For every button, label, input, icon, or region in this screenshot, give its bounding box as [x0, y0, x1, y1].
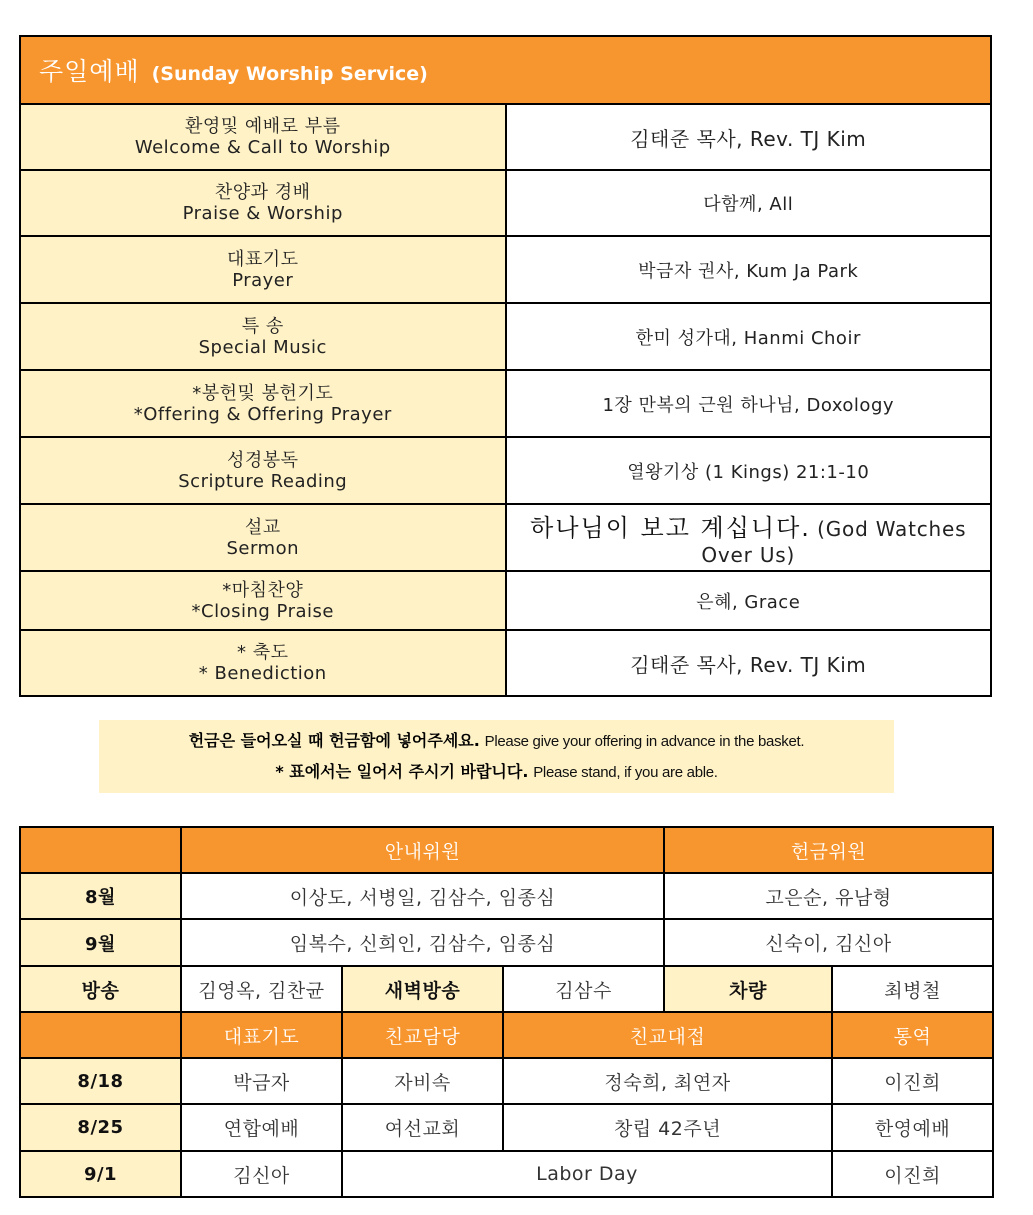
- order-value: 열왕기상 (1 Kings) 21:1-10: [506, 437, 992, 504]
- label-ko: 설교: [244, 516, 281, 538]
- order-label: [20, 236, 506, 303]
- label-en: *Offering & Offering Prayer: [133, 403, 392, 425]
- broadcast-value: 김영옥, 김찬균: [181, 966, 342, 1012]
- sermon-title: [506, 504, 992, 571]
- header-fellowship-lead: 친교담당: [342, 1012, 503, 1058]
- notice-line-2-en: Please stand, if you are able.: [533, 764, 718, 781]
- label-en: Praise & Worship: [182, 203, 343, 224]
- month-aug: 8월: [20, 873, 181, 919]
- order-value: 다함께, All: [506, 170, 992, 236]
- car-label: 차량: [664, 966, 832, 1012]
- worship-title-en: (Sunday Worship Service): [151, 63, 428, 85]
- order-label: [20, 571, 506, 630]
- label-en: Prayer: [232, 269, 294, 291]
- aug-ushers: 이상도, 서병일, 김삼수, 임종심: [181, 873, 664, 919]
- label-en: Scripture Reading: [178, 470, 348, 492]
- label-ko: 특 송: [241, 315, 284, 337]
- header-prayer: 대표기도: [181, 1012, 342, 1058]
- label-ko: * 축도: [237, 642, 289, 663]
- week-interpret: 이진희: [832, 1151, 993, 1197]
- sep-offering: 신숙이, 김신아: [664, 919, 993, 966]
- notice-line-1-ko: 헌금은 들어오실 때 헌금함에 넣어주세요.: [188, 731, 480, 750]
- week-host: 정숙희, 최연자: [503, 1058, 832, 1104]
- label-ko: 찬양과 경배: [214, 182, 311, 203]
- order-value: 김태준 목사, Rev. TJ Kim: [506, 104, 992, 170]
- sermon-title-ko: 하나님이 보고 계십니다.: [530, 514, 811, 542]
- order-value: 한미 성가대, Hanmi Choir: [506, 303, 992, 370]
- staff-table: [19, 826, 994, 1198]
- label-ko: *봉헌및 봉헌기도: [192, 382, 334, 404]
- order-value: 김태준 목사, Rev. TJ Kim: [506, 630, 992, 696]
- notice-line-2: [99, 757, 894, 788]
- worship-header: [20, 36, 991, 104]
- dawn-broadcast-label: 새벽방송: [342, 966, 503, 1012]
- week-prayer: 박금자: [181, 1058, 342, 1104]
- label-ko: 성경봉독: [226, 449, 299, 471]
- week-host: 창립 42주년: [503, 1104, 832, 1151]
- order-value: 1장 만복의 근원 하나님, Doxology: [506, 370, 992, 437]
- label-ko: *마침찬양: [222, 579, 304, 601]
- notice-line-2-ko: * 표에서는 일어서 주시기 바랍니다.: [275, 762, 529, 781]
- order-value: 박금자 권사, Kum Ja Park: [506, 236, 992, 303]
- week-labor-day: Labor Day: [342, 1151, 832, 1197]
- order-value: 은혜, Grace: [506, 571, 992, 630]
- label-ko: 대표기도: [226, 248, 299, 270]
- order-label: [20, 370, 506, 437]
- label-en: * Benediction: [198, 663, 327, 684]
- worship-title-ko: 주일예배: [39, 57, 140, 86]
- notice-line-1: [99, 726, 894, 757]
- dawn-broadcast-value: 김삼수: [503, 966, 664, 1012]
- worship-order-table: [19, 35, 992, 697]
- notice-line-1-en: Please give your offering in advance in the basket.: [484, 733, 805, 750]
- broadcast-label: 방송: [20, 966, 181, 1012]
- label-ko: 환영및 예배로 부름: [184, 116, 341, 137]
- header-offering: 헌금위원: [664, 827, 993, 873]
- order-label: [20, 170, 506, 236]
- week-prayer: 연합예배: [181, 1104, 342, 1151]
- order-label: [20, 504, 506, 571]
- sermon-title-en: (God Watches Over Us): [701, 517, 967, 567]
- order-label: [20, 437, 506, 504]
- week-interpret: 이진희: [832, 1058, 993, 1104]
- header-blank: [20, 827, 181, 873]
- header-ushers: 안내위원: [181, 827, 664, 873]
- label-en: Welcome & Call to Worship: [134, 137, 391, 158]
- header-fellowship-host: 친교대접: [503, 1012, 832, 1058]
- order-label: [20, 104, 506, 170]
- label-en: Special Music: [198, 336, 327, 358]
- aug-offering: 고은순, 유남형: [664, 873, 993, 919]
- car-value: 최병철: [832, 966, 993, 1012]
- label-en: Sermon: [226, 537, 300, 559]
- offering-notice: [99, 720, 894, 793]
- week-prayer: 김신아: [181, 1151, 342, 1197]
- week-lead: 여선교회: [342, 1104, 503, 1151]
- order-label: [20, 630, 506, 696]
- week-date: 8/25: [20, 1104, 181, 1151]
- week-interpret: 한영예배: [832, 1104, 993, 1151]
- order-label: [20, 303, 506, 370]
- sep-ushers: 임복수, 신희인, 김삼수, 임종심: [181, 919, 664, 966]
- week-lead: 자비속: [342, 1058, 503, 1104]
- header-blank: [20, 1012, 181, 1058]
- week-date: 8/18: [20, 1058, 181, 1104]
- header-interpret: 통역: [832, 1012, 993, 1058]
- week-date: 9/1: [20, 1151, 181, 1197]
- label-en: *Closing Praise: [191, 600, 334, 622]
- month-sep: 9월: [20, 919, 181, 966]
